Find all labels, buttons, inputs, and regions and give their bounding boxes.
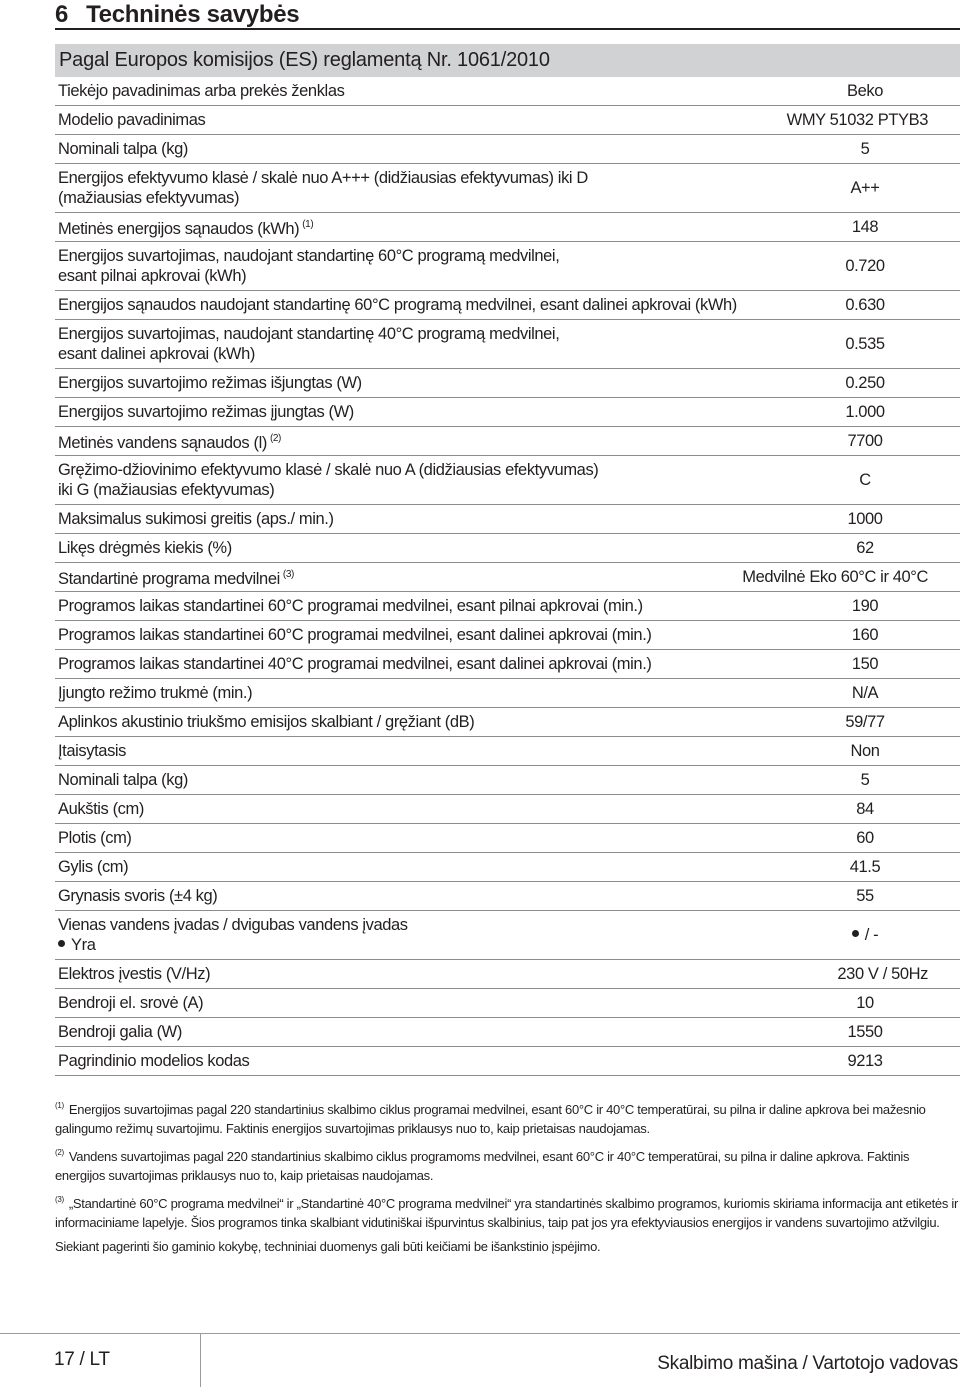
footnote <box>55 1096 960 1138</box>
row-value-text: Medvilnė Eko 60°C ir 40°C <box>742 568 928 586</box>
row-value <box>770 431 960 451</box>
row-label <box>55 683 770 703</box>
row-value-text: 1000 <box>847 510 883 528</box>
row-label <box>55 509 770 529</box>
row-label <box>55 110 730 130</box>
row-label-text: Metinės energijos sąnaudos (kWh) <box>58 220 300 238</box>
table-row <box>55 242 960 291</box>
row-value <box>770 857 960 877</box>
table-row <box>55 135 960 164</box>
row-label <box>55 460 770 500</box>
row-label-text: Pagrindinio modelios kodas <box>58 1052 250 1070</box>
row-value <box>770 1022 960 1042</box>
table-row <box>55 213 960 242</box>
row-value <box>770 741 960 761</box>
row-label <box>55 799 770 819</box>
row-value <box>770 402 960 422</box>
row-label <box>55 429 770 453</box>
row-sub-label-text: Yra <box>71 936 96 954</box>
row-label-text: Energijos suvartojimas, naudojant standartinę 60°C programą medvilnei, esant pilnai apkrovai (kWh) <box>58 247 560 285</box>
row-value-text: 230 V / 50Hz <box>837 965 928 983</box>
table-heading: Pagal Europos komisijos (ES) reglamentą Nr. 1061/2010 <box>55 44 960 77</box>
table-row <box>55 1047 960 1076</box>
table-row <box>55 853 960 882</box>
table-row <box>55 824 960 853</box>
table-row <box>55 534 960 563</box>
row-value-text: 7700 <box>847 432 883 450</box>
row-label <box>55 139 770 159</box>
row-label-text: Grynasis svoris (±4 kg) <box>58 887 218 905</box>
table-row <box>55 766 960 795</box>
table-row <box>55 679 960 708</box>
row-label <box>55 1051 770 1071</box>
row-label <box>55 402 770 422</box>
row-value-text: 84 <box>856 800 874 818</box>
bullet-icon <box>852 930 859 937</box>
footnote-marker: (1) <box>55 1101 64 1110</box>
row-value <box>770 295 960 315</box>
page-number: 17 / LT <box>54 1349 110 1370</box>
row-label-text: Elektros įvestis (V/Hz) <box>58 965 211 983</box>
table-row <box>55 911 960 960</box>
row-label-text: Gylis (cm) <box>58 858 129 876</box>
row-value <box>770 538 960 558</box>
row-value-text: Beko <box>846 82 883 100</box>
row-label <box>55 886 770 906</box>
row-label <box>55 654 770 674</box>
footnotes <box>55 1096 960 1261</box>
row-value <box>770 1051 960 1071</box>
row-value-text: 0.630 <box>845 296 885 314</box>
row-label-text: Likęs drėgmės kiekis (%) <box>58 539 232 557</box>
row-label <box>55 770 770 790</box>
row-label-text: Programos laikas standartinei 60°C programai medvilnei, esant pilnai apkrovai (min.) <box>58 597 643 615</box>
table-row <box>55 77 960 106</box>
row-label-text: Gręžimo-džiovinimo efektyvumo klasė / skalė nuo A (didžiausias efektyvumas) iki G (mažiausias efektyvumas) <box>58 461 599 499</box>
footnote-text: Siekiant pagerinti šio gaminio kokybę, techniniai duomenys gali būti keičiami be išankstinio įspėjimo. <box>55 1239 601 1254</box>
footnote-marker: (2) <box>55 1148 64 1157</box>
row-value <box>770 654 960 674</box>
row-label <box>55 915 770 955</box>
row-value-text: Non <box>850 742 880 760</box>
row-value-text: 55 <box>856 887 874 905</box>
row-value-text: 148 <box>851 218 879 236</box>
table-row <box>55 320 960 369</box>
row-label <box>55 741 770 761</box>
row-value <box>730 567 960 587</box>
document-title: Skalbimo mašina / Vartotojo vadovas <box>657 1353 958 1374</box>
footnote-ref: (3) <box>282 569 294 580</box>
table-row <box>55 737 960 766</box>
row-label-text: Vienas vandens įvadas / dvigubas vandens įvadas <box>58 916 408 934</box>
row-label-text: Programos laikas standartinei 40°C programai medvilnei, esant dalinei apkrovai (min.) <box>58 655 652 673</box>
row-value <box>770 139 960 159</box>
row-value <box>770 683 960 703</box>
table-row <box>55 164 960 213</box>
row-label-text: Nominali talpa (kg) <box>58 771 188 789</box>
row-value-text: 9213 <box>847 1052 883 1070</box>
section-title-text: Techninės savybės <box>86 1 300 28</box>
row-value-text: 150 <box>851 655 879 673</box>
row-label <box>55 1022 770 1042</box>
row-value <box>770 828 960 848</box>
row-value-text: 160 <box>851 626 879 644</box>
row-label-text: Bendroji galia (W) <box>58 1023 182 1041</box>
row-label-text: Plotis (cm) <box>58 829 132 847</box>
bullet-icon <box>58 940 65 947</box>
row-value <box>730 964 960 984</box>
row-value <box>770 256 960 276</box>
row-label <box>55 81 770 101</box>
row-value-text: 5 <box>860 140 870 158</box>
table-row <box>55 563 960 592</box>
row-label-text: Įjungto režimo trukmė (min.) <box>58 684 253 702</box>
row-value <box>770 373 960 393</box>
row-label-text: Standartinė programa medvilnei <box>58 570 280 588</box>
row-label <box>55 246 770 286</box>
row-value <box>770 886 960 906</box>
footnote-ref: (1) <box>302 219 314 230</box>
table-row <box>55 708 960 737</box>
row-label <box>55 373 770 393</box>
row-label-text: Maksimalus sukimosi greitis (aps./ min.) <box>58 510 334 528</box>
footnote <box>55 1190 960 1232</box>
footnote <box>55 1143 960 1185</box>
section-title <box>55 1 299 29</box>
row-value <box>770 993 960 1013</box>
row-value-text: 62 <box>856 539 874 557</box>
table-row <box>55 882 960 911</box>
row-value <box>770 334 960 354</box>
row-label-text: Programos laikas standartinei 60°C programai medvilnei, esant dalinei apkrovai (min.) <box>58 626 652 644</box>
row-value-text: N/A <box>851 684 879 702</box>
row-label-text: Aplinkos akustinio triukšmo emisijos skalbiant / gręžiant (dB) <box>58 713 475 731</box>
row-label <box>55 295 770 315</box>
row-value <box>770 925 960 945</box>
row-label <box>55 964 730 984</box>
row-value <box>770 770 960 790</box>
row-value-text: 60 <box>856 829 874 847</box>
row-value-text: 59/77 <box>845 713 885 731</box>
table-row <box>55 989 960 1018</box>
row-value-text: 0.250 <box>845 374 885 392</box>
specifications-table <box>55 44 960 1076</box>
row-value-text: 41.5 <box>849 858 881 876</box>
row-label <box>55 625 770 645</box>
table-row <box>55 456 960 505</box>
row-value <box>770 712 960 732</box>
row-value-text: 0.535 <box>845 335 885 353</box>
row-label <box>55 712 770 732</box>
row-value <box>770 81 960 101</box>
table-row <box>55 795 960 824</box>
row-label-text: Energijos suvartojimo režimas išjungtas (W) <box>58 374 362 392</box>
footnote <box>55 1237 960 1256</box>
row-label-text: Aukštis (cm) <box>58 800 144 818</box>
table-row <box>55 398 960 427</box>
table-row <box>55 960 960 989</box>
footnote-marker: (3) <box>55 1195 64 1204</box>
row-label-text: Bendroji el. srovė (A) <box>58 994 204 1012</box>
row-label-text: Įtaisytasis <box>58 742 127 760</box>
table-row <box>55 505 960 534</box>
row-value-text: 5 <box>860 771 870 789</box>
table-row <box>55 106 960 135</box>
row-label <box>55 565 730 589</box>
row-label-text: Nominali talpa (kg) <box>58 140 188 158</box>
row-label <box>55 857 770 877</box>
row-value <box>770 217 960 237</box>
row-value <box>770 596 960 616</box>
row-label-text: Energijos efektyvumo klasė / skalė nuo A+++ (didžiausias efektyvumas) iki D (mažiausias efektyvumas) <box>58 169 588 207</box>
row-label-text: Energijos suvartojimo režimas įjungtas (W) <box>58 403 354 421</box>
row-value <box>770 625 960 645</box>
table-row <box>55 1018 960 1047</box>
row-value-text: 0.720 <box>845 257 885 275</box>
row-label-text: Metinės vandens sąnaudos (l) <box>58 434 267 452</box>
row-value-text: A++ <box>850 179 880 197</box>
section-number: 6 <box>55 1 69 28</box>
row-label <box>55 538 770 558</box>
row-label-text: Energijos suvartojimas, naudojant standartinę 40°C programą medvilnei, esant dalinei apkrovai (kWh) <box>58 325 560 363</box>
row-value-text: 1550 <box>847 1023 883 1041</box>
row-label <box>55 993 770 1013</box>
footer-divider <box>0 1333 960 1334</box>
row-sub-label <box>58 935 600 955</box>
row-value-text: 190 <box>851 597 879 615</box>
row-value <box>770 799 960 819</box>
row-value <box>770 509 960 529</box>
row-value-text: 10 <box>856 994 874 1012</box>
table-row <box>55 427 960 456</box>
row-label <box>55 215 770 239</box>
table-row <box>55 650 960 679</box>
table-row <box>55 621 960 650</box>
row-label-text: Energijos sąnaudos naudojant standartinę 60°C programą medvilnei, esant dalinei apkrovai (kWh) <box>58 296 737 314</box>
row-value-text: WMY 51032 PTYB3 <box>786 111 928 129</box>
table-row <box>55 592 960 621</box>
footnote-text: „Standartinė 60°C programa medvilnei“ ir „Standartinė 40°C programa medvilnei“ yra standartinės skalbimo programos, kuriomis skiriama informacija ant etiketės ir informaciniame lapelyje. Šios programos tinka skalbiant vidutiniškai išpurvintus skalbinius, taip pat jos yra efektyviausios energijos ir vandens suvartojimo atžvilgiu. <box>55 1196 958 1230</box>
footnote-text: Vandens suvartojimas pagal 220 standartinius skalbimo ciklus programoms medvilnei, esant 60°C ir 40°C temperatūrai, su pilna ir daline apkrova. Faktinis energijos suvartojimas priklausys nuo to, kaip prietaisas naudojamas. <box>55 1149 910 1183</box>
row-label-text: Tiekėjo pavadinimas arba prekės ženklas <box>58 82 345 100</box>
row-value-text: / - <box>864 926 879 944</box>
row-value <box>770 470 960 490</box>
table-row <box>55 369 960 398</box>
row-value <box>770 178 960 198</box>
section-header <box>55 0 960 30</box>
table-row <box>55 291 960 320</box>
row-value-text: 1.000 <box>845 403 885 421</box>
row-label <box>55 168 770 208</box>
table-body <box>55 77 960 1076</box>
row-label <box>55 324 770 364</box>
row-value-text: C <box>859 471 871 489</box>
row-label-text: Modelio pavadinimas <box>58 111 206 129</box>
row-label <box>55 828 770 848</box>
row-value <box>730 110 960 130</box>
footnote-ref: (2) <box>269 433 281 444</box>
footnote-text: Energijos suvartojimas pagal 220 standartinius skalbimo ciklus programai medvilnei, esant 60°C ir 40°C temperatūrai, su pilna ir daline apkrova bei mažesnio galingumo režimų suvartojimu. Faktinis energijos suvartojimas priklausys nuo to, kaip prietaisas naudojamas. <box>55 1102 926 1136</box>
row-label <box>55 596 770 616</box>
footer-separator <box>200 1333 201 1387</box>
